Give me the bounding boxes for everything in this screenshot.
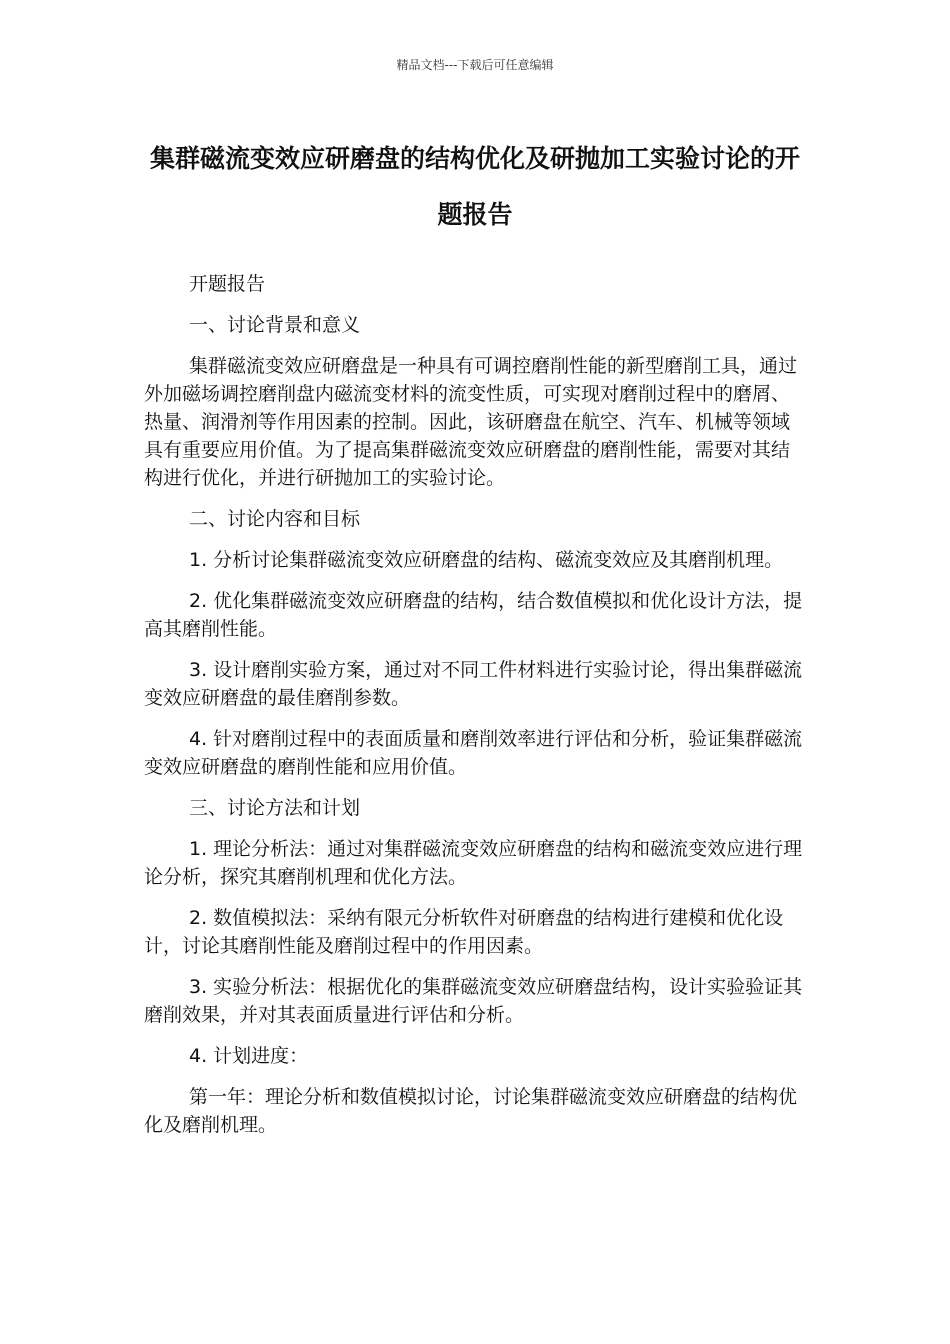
document-title: 集群磁流变效应研磨盘的结构优化及研抛加工实验讨论的开题报告 [149,144,800,229]
schedule-year-1: 第一年：理论分析和数值模拟讨论，讨论集群磁流变效应研磨盘的结构优化及磨削机理。 [144,1086,798,1136]
section-heading-content: 二、讨论内容和目标 [189,508,361,530]
content-item-3: 3. 设计磨削实验方案，通过对不同工件材料进行实验讨论，得出集群磁流变效应研磨盘的最佳磨削参数。 [144,659,803,709]
background-paragraph: 集群磁流变效应研磨盘是一种具有可调控磨削性能的新型磨削工具，通过外加磁场调控磨削盘内磁流变材料的流变性质，可实现对磨削过程中的磨屑、热量、润滑剂等作用因素的控制。因此，该研磨盘在航空、汽车、机械等领域具有重要应用价值。为了提高集群磁流变效应研磨盘的磨削性能，需要对其结构进行优化，并进行研抛加工的实验讨论。 [144,355,798,489]
method-item-4: 4. 计划进度： [189,1045,309,1067]
content-item-4: 4. 针对磨削过程中的表面质量和磨削效率进行评估和分析，验证集群磁流变效应研磨盘的磨削性能和应用价值。 [144,728,803,778]
content-item-2: 2. 优化集群磁流变效应研磨盘的结构，结合数值模拟和优化设计方法，提高其磨削性能。 [144,590,803,640]
section-heading-methods: 三、讨论方法和计划 [189,797,361,819]
section-label: 开题报告 [189,273,266,295]
section-heading-background: 一、讨论背景和意义 [189,314,361,336]
document-body [144,270,804,1152]
method-item-2: 2. 数值模拟法：采纳有限元分析软件对研磨盘的结构进行建模和优化设计，讨论其磨削性能及磨削过程中的作用因素。 [144,907,784,957]
method-item-1: 1. 理论分析法：通过对集群磁流变效应研磨盘的结构和磁流变效应进行理论分析，探究其磨削机理和优化方法。 [144,838,803,888]
method-item-3: 3. 实验分析法：根据优化的集群磁流变效应研磨盘结构，设计实验验证其磨削效果，并对其表面质量进行评估和分析。 [144,976,803,1026]
page-header: 精品文档---下载后可任意编辑 [396,58,554,72]
content-item-1: 1. 分析讨论集群磁流变效应研磨盘的结构、磁流变效应及其磨削机理。 [189,549,784,571]
